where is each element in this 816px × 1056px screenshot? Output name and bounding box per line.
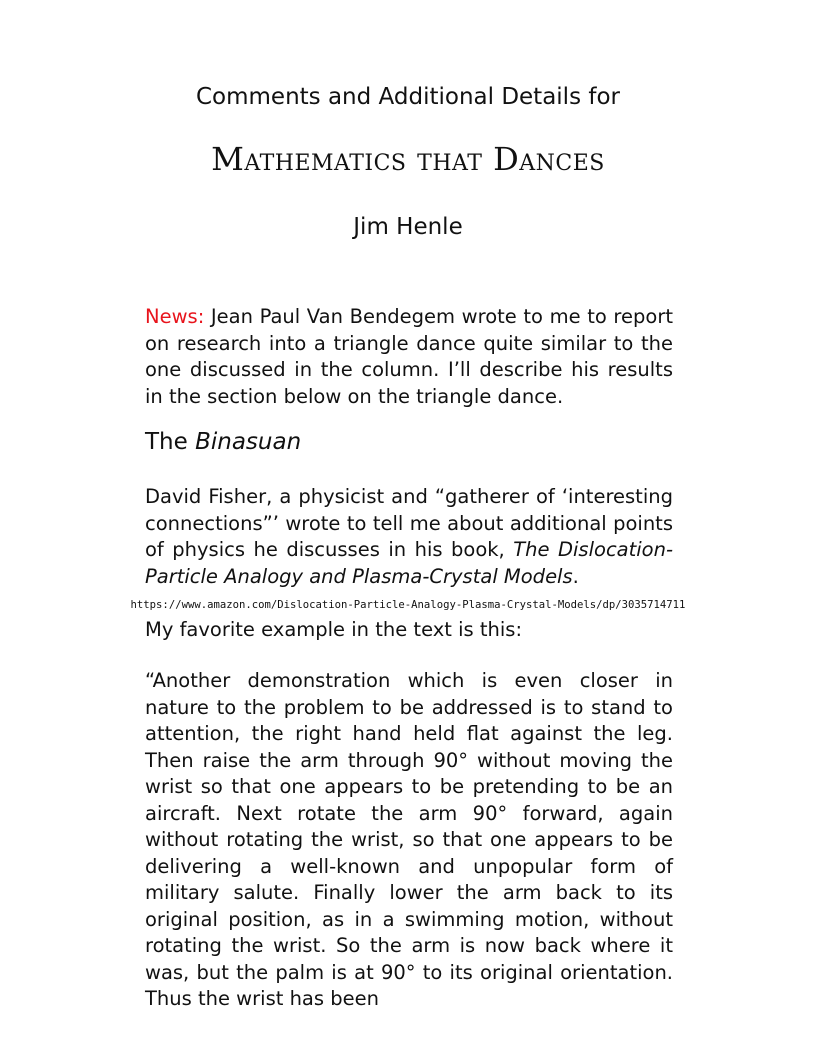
fisher-text-end: . xyxy=(572,564,579,588)
section-heading-italic: Binasuan xyxy=(195,429,302,455)
section-heading-prefix: The xyxy=(145,429,196,455)
fisher-paragraph xyxy=(145,484,673,590)
book-url-link[interactable]: https://www.amazon.com/Dislocation-Particle-Analogy-Plasma-Crystal-Models/dp/3035714711 xyxy=(130,599,686,611)
quote-paragraph: “Another demonstration which is even closer in nature to the problem to be addressed is to stand to attention, the right hand held flat against the leg. Then raise the arm through 90° without moving the wrist so that one appears to be pretending to be an aircraft. Next rotate the arm 90° forward, again without rotating the wrist, so that one appears to be delivering a well-known and unpopular form of military salute. Finally lower the arm back to its original position, as in a swimming motion, without rotating the wrist. So the arm is now back where it was, but the palm is at 90° to its original orientation. Thus the wrist has been xyxy=(145,669,673,1010)
favorite-intro-block xyxy=(145,617,673,644)
quote-block xyxy=(145,668,673,1013)
section-heading-binasuan xyxy=(145,429,301,455)
author-name: Jim Henle xyxy=(353,214,463,240)
fisher-text: David Fisher, a physicist and “gatherer of ‘interesting connections”’ wrote to tell me about additional points of physics he discusses in his book, xyxy=(145,485,673,561)
book-title: The Dislocation-Particle Analogy and Plasma-Crystal Models xyxy=(145,538,674,588)
favorite-intro: My favorite example in the text is this: xyxy=(145,618,523,641)
news-text: Jean Paul Van Bendegem wrote to me to report on research into a triangle dance quite similar to the one discussed in the column. I’ll describe his results in the section below on the triangle dance. xyxy=(145,305,673,408)
news-paragraph xyxy=(145,304,673,410)
fisher-block xyxy=(145,484,673,590)
news-label: News: xyxy=(145,305,205,328)
document-title: Mathematics that Dances xyxy=(211,140,605,178)
news-block xyxy=(145,304,673,410)
document-subtitle: Comments and Additional Details for xyxy=(195,84,620,110)
